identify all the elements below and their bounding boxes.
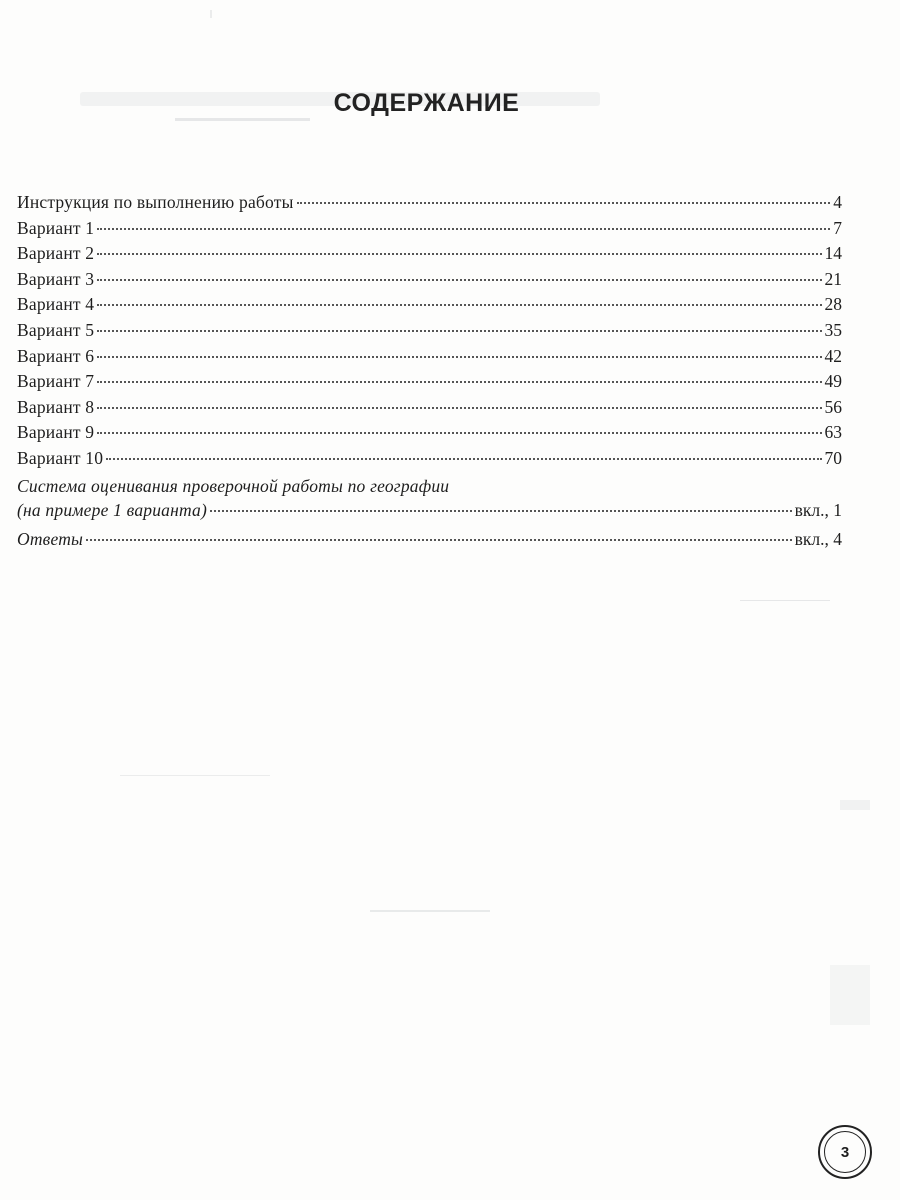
- toc-entry-label: Инструкция по выполнению работы: [17, 192, 294, 212]
- toc-entry-label: Вариант 1: [17, 217, 95, 238]
- toc-entry-page: 63: [824, 422, 842, 443]
- toc-entry-page: 70: [824, 447, 842, 468]
- toc-entry-page: 56: [824, 396, 842, 417]
- show-through-smudge: [830, 965, 870, 1025]
- dot-leader: [97, 355, 821, 358]
- page-title: СОДЕРЖАНИЕ: [333, 89, 520, 117]
- toc-entry-label: Вариант 5: [17, 319, 95, 340]
- dot-leader: [210, 509, 792, 512]
- toc-entry[interactable]: [17, 420, 842, 446]
- toc-entry[interactable]: [17, 292, 842, 318]
- dot-leader: [97, 329, 821, 332]
- dot-leader: [97, 227, 830, 230]
- toc-entry-answers[interactable]: [17, 527, 842, 553]
- toc-entry-page: 35: [824, 319, 842, 340]
- toc-entry-label: Ответы: [17, 529, 84, 550]
- toc-entry[interactable]: [17, 344, 842, 370]
- dot-leader: [97, 431, 821, 434]
- show-through-smudge: [740, 600, 830, 601]
- toc-entry-page: 42: [824, 345, 842, 366]
- toc-entry-page: 7: [833, 217, 842, 238]
- toc-entry-label: Вариант 4: [17, 294, 95, 315]
- dot-leader: [97, 406, 821, 409]
- toc-entry-page: 49: [824, 371, 842, 392]
- toc-entry-label: Вариант 3: [17, 268, 95, 289]
- toc-entry-grading[interactable]: [17, 474, 842, 524]
- toc-entry[interactable]: [17, 190, 842, 216]
- toc-entry-label: Система оценивания проверочной работы по географии: [17, 475, 450, 496]
- table-of-contents: [17, 190, 842, 553]
- toc-entry-label: Вариант 10: [17, 447, 104, 468]
- show-through-smudge: [120, 775, 270, 776]
- toc-entry-label: Вариант 9: [17, 422, 95, 443]
- dot-leader: [97, 278, 821, 281]
- dot-leader: [97, 303, 821, 306]
- toc-entry-page: 14: [824, 243, 842, 264]
- toc-entry-page: вкл., 1: [794, 499, 842, 520]
- show-through-smudge: [370, 910, 490, 912]
- toc-entry[interactable]: [17, 395, 842, 421]
- toc-entry-page: вкл., 4: [794, 529, 842, 550]
- toc-entry-label: Вариант 8: [17, 396, 95, 417]
- toc-entry[interactable]: [17, 216, 842, 242]
- toc-entry[interactable]: [17, 241, 842, 267]
- toc-entry[interactable]: [17, 369, 842, 395]
- toc-entry-continuation: [17, 498, 842, 524]
- page-number: 3: [824, 1131, 866, 1173]
- toc-entry-label: (на примере 1 варианта): [17, 499, 208, 520]
- toc-entry[interactable]: [17, 318, 842, 344]
- page-number-badge: [818, 1125, 872, 1179]
- show-through-smudge: [840, 800, 870, 810]
- dot-leader: [97, 252, 821, 255]
- toc-entry-label: Вариант 2: [17, 243, 95, 264]
- toc-entry-page: 28: [824, 294, 842, 315]
- toc-entry-page: 4: [833, 192, 842, 212]
- toc-entry[interactable]: [17, 446, 842, 472]
- show-through-smudge: [175, 118, 310, 121]
- toc-entry-page: 21: [824, 268, 842, 289]
- dot-leader: [97, 380, 821, 383]
- dot-leader: [106, 457, 821, 460]
- toc-entry[interactable]: [17, 267, 842, 293]
- toc-entry-label: Вариант 7: [17, 371, 95, 392]
- toc-entry-label: Вариант 6: [17, 345, 95, 366]
- dot-leader: [86, 538, 792, 541]
- show-through-smudge: [210, 10, 212, 18]
- dot-leader: [297, 201, 831, 204]
